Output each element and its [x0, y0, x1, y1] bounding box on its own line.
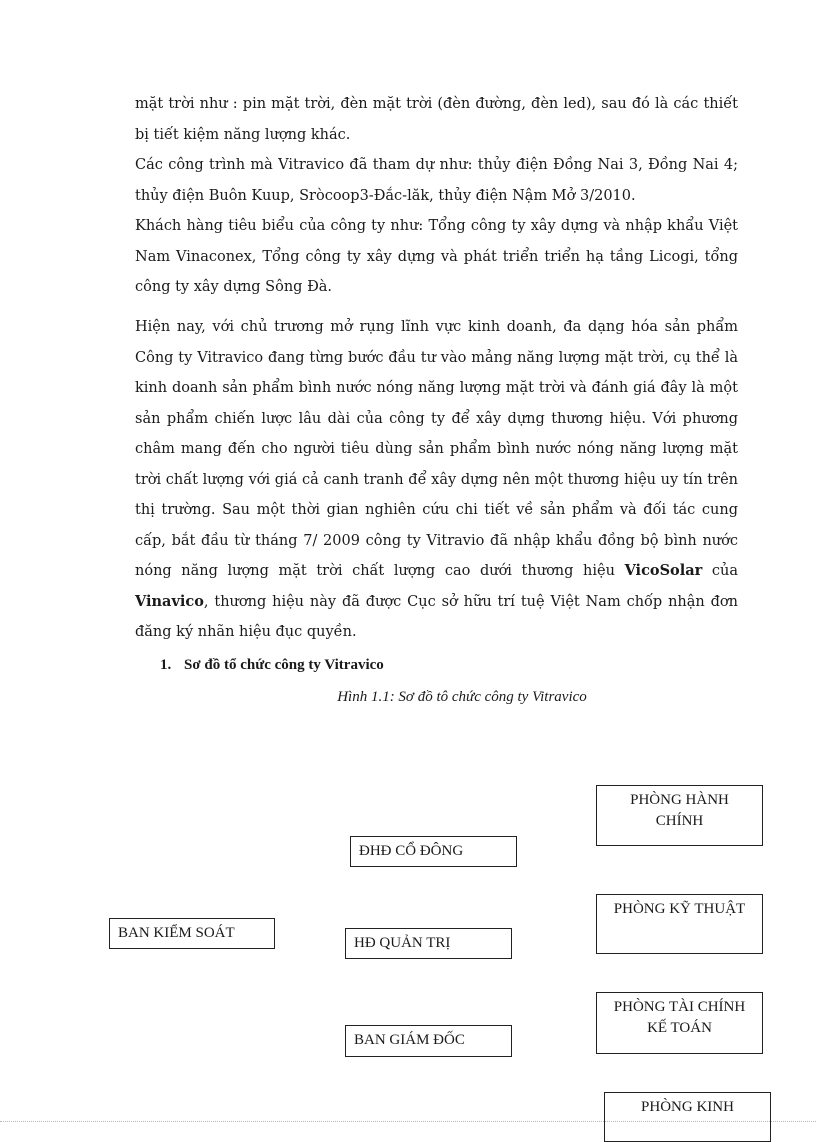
brand-vinavico: Vinavico [135, 592, 204, 610]
org-box-phong-tai-chinh-ke-toan: PHÒNG TÀI CHÍNH KẾ TOÁN [596, 992, 763, 1054]
brand-vicosolar: VicoSolar [624, 562, 703, 579]
org-box-ban-kiem-soat: BAN KIỂM SOÁT [109, 918, 275, 949]
paragraph-solar-products: mặt trời như : pin mặt trời, đèn mặt trời (đèn đường, đèn led), sau đó là các thiết bị tiết kiệm năng lượng khác. [135, 96, 738, 143]
org-box-phong-kinh: PHÒNG KINH [604, 1092, 771, 1142]
paragraph-customers: Khách hàng tiêu biểu của công ty như: Tổng công ty xây dựng và nhập khẩu Việt Nam Vinaconex, Tổng công ty xây dựng và phát triển triển hạ tầng Licogi, tổng công ty xây dựng Sông Đà. [135, 218, 738, 295]
org-box-phong-ky-thuat: PHÒNG KỸ THUẬT [596, 894, 763, 954]
org-box-ban-giam-doc: BAN GIÁM ĐỐC [345, 1025, 512, 1057]
section-title: Sơ đồ tổ chức công ty Vitravico [184, 657, 384, 673]
section-number: 1. [160, 657, 172, 673]
section-heading [160, 657, 384, 674]
figure-caption: Hình 1.1: Sơ đồ tô chức công ty Vitravico [337, 689, 587, 705]
paragraph-current-strategy: Hiện nay, với chủ trương mở rụng lĩnh vực kinh doanh, đa dạng hóa sản phẩm Công ty Vitravico đang từng bước đầu tư vào mảng năng lượng mặt trời, cụ thể là kinh doanh sản phẩm bình nước nóng năng lượng mặt trời và đánh giá đây là một sản phẩm chiến lược lâu dài của công ty để xây dựng thương hiệu. Với phương châm mang đến cho người tiêu dùng sản phẩm bình nước nóng năng lượng mặt trời chất lượng với giá cả canh tranh để xây dựng nên một thương hiệu uy tín trên thị trường. Sau một thời gian nghiên cứu chi tiết về sản phẩm và đối tác cung cấp, bắt đầu từ tháng 7/ 2009 công ty Vitravio đã nhập khẩu đồng bộ bình nước nóng năng lượng mặt trời chất lượng cao dưới thương hiệu VicoSolar của Vinavico, thương hiệu này đã được Cục sở hữu trí tuệ Việt Nam chốp nhận đơn đăng ký nhãn hiệu đục quyền. [135, 319, 738, 640]
org-box-dhd-co-dong: ĐHĐ CỔ ĐÔNG [350, 836, 517, 867]
org-box-phong-hanh-chinh: PHÒNG HÀNH CHÍNH [596, 785, 763, 846]
page-break-line [0, 1121, 816, 1122]
intro-paragraphs [135, 89, 738, 303]
paragraph-projects: Các công trình mà Vitravico đã tham dự như: thủy điện Đồng Nai 3, Đồng Nai 4; thủy điện Buôn Kuup, Sròcoop3-Đắc-lăk, thủy điện Nậm Mở 3/2010. [135, 157, 738, 204]
org-box-hd-quan-tri: HĐ QUẢN TRỊ [345, 928, 512, 959]
